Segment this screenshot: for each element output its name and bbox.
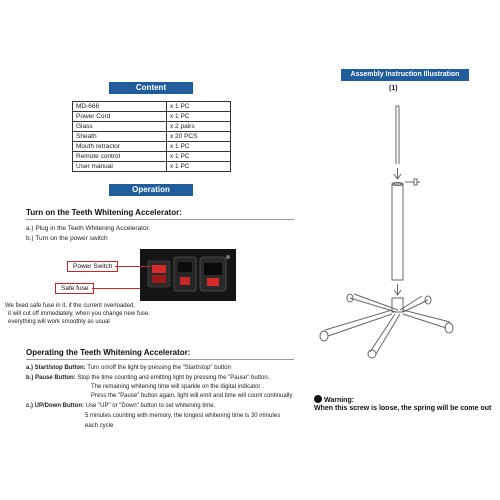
step-text: Turn on/off the light by pressing the "Start/stop" button xyxy=(85,365,231,371)
turn-on-step: a.) Plug in the Teeth Whitening Accelerator. xyxy=(26,225,151,232)
callout-line xyxy=(92,288,140,289)
table-row xyxy=(73,152,231,162)
operating-step-cont: Press the "Pause" button again, light will emit and time will count continually xyxy=(91,393,293,399)
assembly-title: Assembly Instruction Illustration xyxy=(350,71,460,78)
item-qty: x 2 pairs xyxy=(167,122,231,132)
step-label: c.) UP/Down Button: xyxy=(26,403,84,409)
item-name: Mouth retractor xyxy=(73,142,167,152)
item-name: Remote control xyxy=(73,152,167,162)
step-label: a.) Start/stop Button: xyxy=(26,365,86,371)
warning-title xyxy=(314,395,354,404)
fuse-note-line: everything will work smoothly as usual xyxy=(8,319,110,325)
table-row xyxy=(73,102,231,112)
table-row xyxy=(73,122,231,132)
item-qty: x 1 PC xyxy=(167,142,231,152)
fuse-note-line: it will cut off immediately, when you change new fuse, xyxy=(8,311,150,317)
table-row xyxy=(73,162,231,172)
content-table xyxy=(72,101,231,172)
power-panel-illustration xyxy=(140,249,236,301)
safe-fuse-label: Safe fuse xyxy=(61,285,89,292)
operation-title: Operation xyxy=(132,185,170,194)
operation-title-bar xyxy=(109,184,193,196)
callout-line xyxy=(115,266,151,267)
safe-fuse-callout xyxy=(55,283,94,294)
turn-on-heading: Turn on the Teeth Whitening Accelerator: xyxy=(26,208,182,217)
table-row xyxy=(73,132,231,142)
assembly-title-bar xyxy=(341,69,469,81)
power-switch-label: Power Switch xyxy=(73,263,113,270)
divider xyxy=(26,219,294,220)
operating-step-cont: each cycle xyxy=(85,423,114,429)
turn-on-step: b.) Turn on the power switch xyxy=(26,235,108,242)
content-title-bar xyxy=(109,82,193,94)
step-text: Stop the time counting and emitting light by pressing the "Pause" button. xyxy=(75,375,270,381)
assembly-step-number: (1) xyxy=(389,85,398,92)
stand-assembly-illustration xyxy=(310,100,460,360)
item-name: MD-666 xyxy=(73,102,167,112)
power-panel-photo xyxy=(140,249,236,301)
item-qty: x 1 PC xyxy=(167,102,231,112)
item-name: Glass xyxy=(73,122,167,132)
item-name: Power Cord xyxy=(73,112,167,122)
step-label: b.) Pause Button: xyxy=(26,375,76,381)
operating-step xyxy=(26,374,269,383)
item-name: Sheath xyxy=(73,132,167,142)
table-row xyxy=(73,142,231,152)
fuse-note-line: We fixed safe fuse in it, if the current overloaded, xyxy=(5,303,135,309)
item-qty: x 1 PC xyxy=(167,112,231,122)
item-name: User manual xyxy=(73,162,167,172)
operating-step xyxy=(26,364,231,373)
item-qty: x 1 PC xyxy=(167,162,231,172)
operating-step-cont: The remaining whitening time will sparkle on the digital indicator . xyxy=(91,384,264,390)
table-row xyxy=(73,112,231,122)
warning-icon xyxy=(314,395,322,403)
step-text: Use "UP" or "Down" button to set whitening time. xyxy=(84,403,216,409)
warning-text: When this screw is loose, the spring will be come out xyxy=(314,405,492,412)
operating-step-cont: 5 minutes counting with memory, the longest whitening time is 30 minutes xyxy=(85,413,281,419)
item-qty: x 1 PC xyxy=(167,152,231,162)
operating-step xyxy=(26,402,215,411)
item-qty: x 20 PCS xyxy=(167,132,231,142)
warning-title-text: Warning: xyxy=(324,397,355,404)
divider xyxy=(26,359,294,360)
operating-heading: Operating the Teeth Whitening Accelerator: xyxy=(26,348,191,357)
power-switch-callout xyxy=(67,261,118,272)
content-title: Content xyxy=(135,83,167,92)
